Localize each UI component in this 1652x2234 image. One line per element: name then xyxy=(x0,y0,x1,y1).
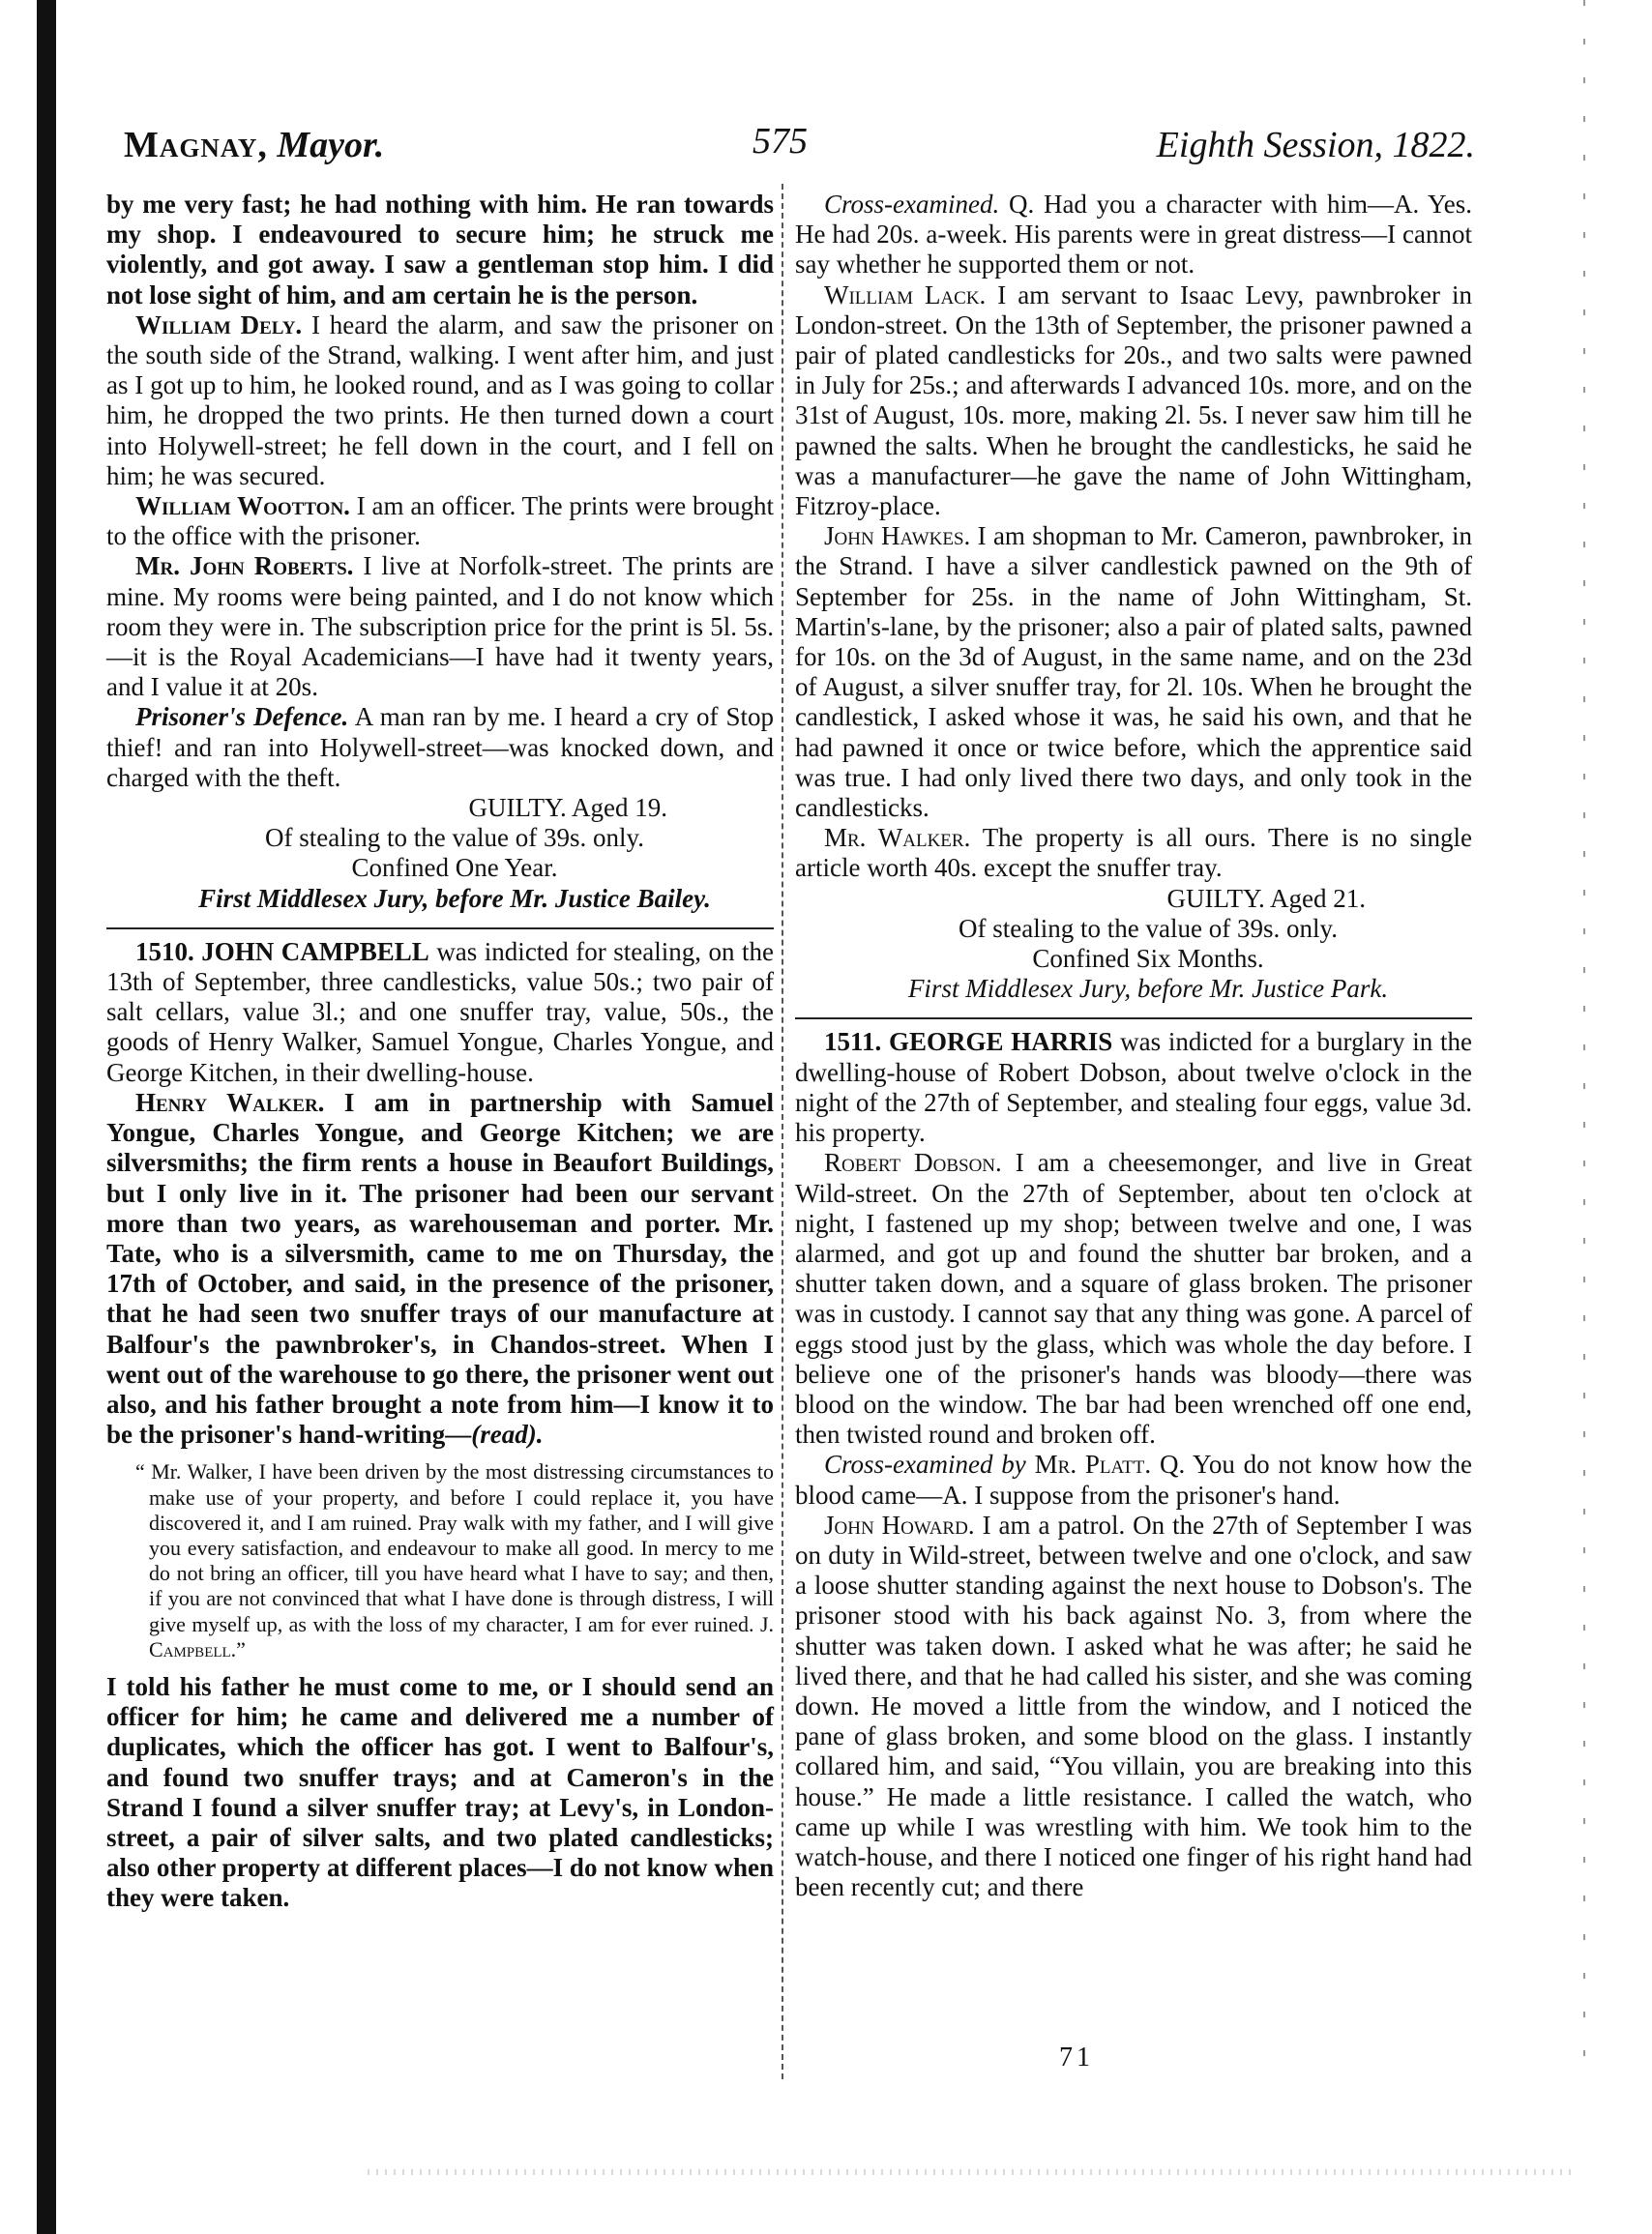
read-note: (read). xyxy=(471,1420,544,1450)
indictment-text: was indicted for a burglary in the dwelling-house of Robert Dobson, about twelve o'clock in the night of the 27th of September, and stealing four eggs, value 3d. his property. xyxy=(795,1027,1473,1148)
cross-examination xyxy=(795,190,1472,280)
testimony-lack xyxy=(795,280,1472,522)
jury-line: First Middlesex Jury, before Mr. Justice Bailey. xyxy=(198,883,711,913)
column-divider xyxy=(782,184,783,2079)
testimony-text: I am a cheesemonger, and live in Great Wild-street. On the 27th of September, about ten o'clock at night, I fastened up my shop; between twelve and one, I was alarmed, and got up and found the shutter bar broken, and a shutter taken down, and a square of glass broken. The prisoner was in custody. I cannot say that any thing was gone. A parcel of eggs stood just by the glass, which was whole the day before. I believe one of the prisoner's hands was bloody—there was blood on the window. The bar had been wrenched off one end, then twisted round and broken off. xyxy=(795,1148,1472,1450)
jury-line: First Middlesex Jury, before Mr. Justice Park. xyxy=(907,974,1389,1004)
header-mayor xyxy=(124,124,384,166)
case-heading xyxy=(795,1027,1472,1148)
paragraph: by me very fast; he had nothing with him. He ran towards my shop. I endeavoured to secure him; he struck me violently, and got away. I saw a gentleman stop him. I did not lose sight of him, and am certain he is the person. xyxy=(106,190,774,309)
testimony-text: I live at Norfolk-street. The prints are mine. My rooms were being painted, and I do not know which room they were in. The subscription price for the print is 5l. 5s.—it is the Royal Academicians—I have had it twenty years, and I value it at 20s. xyxy=(106,551,775,702)
quoted-letter xyxy=(135,1459,774,1662)
letter-body: “ Mr. Walker, I have been driven by the most distressing circumstances to make use of your property, and before I could replace it, you have discovered it, and I am ruined. Pray walk with my father, and I will give you every satisfaction, and endeavour to make all good. In mercy to me do not bring an officer, till you have heard what I have to say; and then, if you are not convinced that what I have done is through distress, I will give myself up, as with the loss of my character, I am for ever ruined. xyxy=(135,1459,774,1636)
signature-mark: 71 xyxy=(1059,2043,1094,2072)
scan-noise xyxy=(368,2169,1577,2175)
defendant-name: JOHN CAMPBELL xyxy=(201,936,429,966)
defendant-name: GEORGE HARRIS xyxy=(889,1027,1113,1057)
testimony-dely xyxy=(106,310,774,491)
testimony-text: I am servant to Isaac Levy, pawnbroker in London-street. On the 13th of September, the prisoner pawned a pair of plated candlesticks for 20s., and two salts were pawned in July for 25s.; and afterwards I advanced 10s. more, and on the 31st of August, 10s. more, making 2l. 5s. I never saw him till he pawned the salts. When he brought the candlesticks, he said he was a manufacturer—he gave the name of John Wittingham, Fitzroy-place. xyxy=(795,279,1472,521)
prisoner-defence xyxy=(106,702,774,793)
verdict: GUILTY. Aged 19. xyxy=(468,793,667,823)
testimony-text: I am a patrol. On the 27th of September I was on duty in Wild-street, between twelve and one o'clock, and saw a loose shutter standing against the next house to Dobson's. The prisoner stood with his back against No. 3, from where the shutter was taken down. I asked what he was after; he said he lived there, and that he had called his sister, and she was coming down. He moved a little from the window, and I noticed the pane of glass broken, and some blood on the glass. I instantly collared him, and said, “You villain, you are breaking into this house.” He made a little resistance. I called the watch, who came up while I was wrestling with him. We took him to the watch-house, and there I noticed one finger of his right hand had been recently cut; and there xyxy=(795,1510,1473,1902)
witness-name: Robert Dobson. xyxy=(824,1148,1002,1178)
scan-edge-mark xyxy=(1583,0,1585,2079)
letter-signature: J. Campbell.” xyxy=(149,1611,775,1661)
page-binding-edge xyxy=(37,0,56,2234)
testimony-text: I am shopman to Mr. Cameron, pawnbroker, in the Strand. I have a silver candlestick pawned on the 9th of September for 25s. in the name of John Wittingham, St. Martin's-lane, by the prisoner; also a pair of plated salts, pawned for 10s. on the 3d of August, in the same name, and on the 23d of August, a silver snuffer tray, for 2l. 10s. When he brought the candlestick, I asked whose it was, he said his own, and that he had pawned it once or twice before, which the apprentice said was true. I had only lived there two days, and only took in the candlesticks. xyxy=(795,521,1473,823)
section-rule xyxy=(795,1017,1472,1019)
testimony-roberts xyxy=(106,551,774,702)
testimony-dobson xyxy=(795,1148,1472,1450)
testimony-text: I heard the alarm, and saw the prisoner on the south side of the Strand, walking. I went after him, and just as I got up to him, he looked round, and as I was going to collar him, he dropped the two prints. He then turned down a court into Holywell-street; he fell down in the court, and I fell on him; he was secured. xyxy=(106,309,775,490)
header-mayor-title: Mayor. xyxy=(277,125,385,165)
right-column xyxy=(795,190,1472,1902)
page-number: 575 xyxy=(752,121,808,162)
verdict: GUILTY. Aged 21. xyxy=(1166,883,1366,913)
cross-label: Cross-examined by xyxy=(824,1450,1026,1480)
testimony-text: I am an officer. The prints were brought to the office with the prisoner. xyxy=(106,491,774,551)
witness-name: Mr. John Roberts. xyxy=(135,551,354,581)
verdict-detail: Of stealing to the value of 39s. only. xyxy=(265,823,644,853)
witness-name: William Wootton. xyxy=(135,491,350,521)
sentence: Confined One Year. xyxy=(351,853,558,883)
left-column xyxy=(106,190,774,1914)
cross-text: Q. Had you a character with him—A. Yes. He had 20s. a-week. His parents were in great distress—I cannot say whether he supported them or not. xyxy=(795,190,1473,279)
cross-label: Cross-examined. xyxy=(824,190,1000,219)
witness-name: William Dely. xyxy=(135,309,303,339)
testimony-walker-2 xyxy=(795,823,1472,883)
defence-label: Prisoner's Defence. xyxy=(135,702,349,732)
testimony-walker xyxy=(106,1088,774,1450)
testimony-howard xyxy=(795,1511,1472,1903)
cross-examination-platt xyxy=(795,1450,1472,1510)
witness-name: John Howard. xyxy=(824,1510,975,1540)
header-mayor-name: Magnay, xyxy=(124,125,268,165)
testimony-text: I am in partnership with Samuel Yongue, Charles Yongue, and George Kitchen; we are silversmiths; the firm rents a house in Beaufort Buildings, but I only live in it. The prisoner had been our servant more than two years, as warehouseman and porter. Mr. Tate, who is a silversmith, came to me on Thursday, the 17th of October, and said, in the presence of the prisoner, that he had seen two snuffer trays of our manufacture at Balfour's the pawnbroker's, in Chandos-street. When I went out of the warehouse to go there, the prisoner went out also, and his father brought a note from him—I know it to be the prisoner's hand-writing— xyxy=(106,1087,774,1450)
defence-text: A man ran by me. I heard a cry of Stop thief! and ran into Holywell-street—was knocked down, and charged with the theft. xyxy=(106,702,775,792)
testimony-text: The property is all ours. There is no single article worth 40s. except the snuffer tray. xyxy=(795,823,1472,883)
testimony-hawkes xyxy=(795,521,1472,823)
case-number: 1510. xyxy=(135,936,194,966)
counsel-name: Mr. Platt. xyxy=(1034,1450,1152,1480)
witness-name: Henry Walker. xyxy=(135,1087,325,1117)
case-number: 1511. xyxy=(824,1027,882,1057)
header-session: Eighth Session, 1822. xyxy=(1156,125,1475,165)
paragraph: I told his father he must come to me, or I should send an officer for him; he came and delivered me a number of duplicates, which the officer has got. I went to Balfour's, and found two snuffer trays; and at Cameron's in the Strand I found a silver snuffer tray; at Levy's, in London-street, a pair of silver salts, and two plated candlesticks; also other property at different places—I do not know when they were taken. xyxy=(106,1671,774,1913)
indictment-text: was indicted for stealing, on the 13th of September, three candlesticks, value 50s.; two pair of salt cellars, value 3l.; and one snuffer tray, value, 50s., the goods of Henry Walker, Samuel Yongue, Charles Yongue, and George Kitchen, in their dwelling-house. xyxy=(106,936,775,1087)
testimony-wootton xyxy=(106,491,774,551)
witness-name: John Hawkes. xyxy=(824,521,971,551)
case-heading xyxy=(106,937,774,1088)
running-header xyxy=(124,114,1475,166)
verdict-detail: Of stealing to the value of 39s. only. xyxy=(959,913,1338,943)
cross-text: Q. You do not know how the blood came—A. I suppose from the prisoner's hand. xyxy=(795,1450,1472,1510)
section-rule xyxy=(106,927,774,929)
witness-name: William Lack. xyxy=(824,279,987,309)
witness-name: Mr. Walker. xyxy=(824,823,971,853)
letter-text xyxy=(135,1459,774,1662)
sentence: Confined Six Months. xyxy=(1032,944,1264,974)
